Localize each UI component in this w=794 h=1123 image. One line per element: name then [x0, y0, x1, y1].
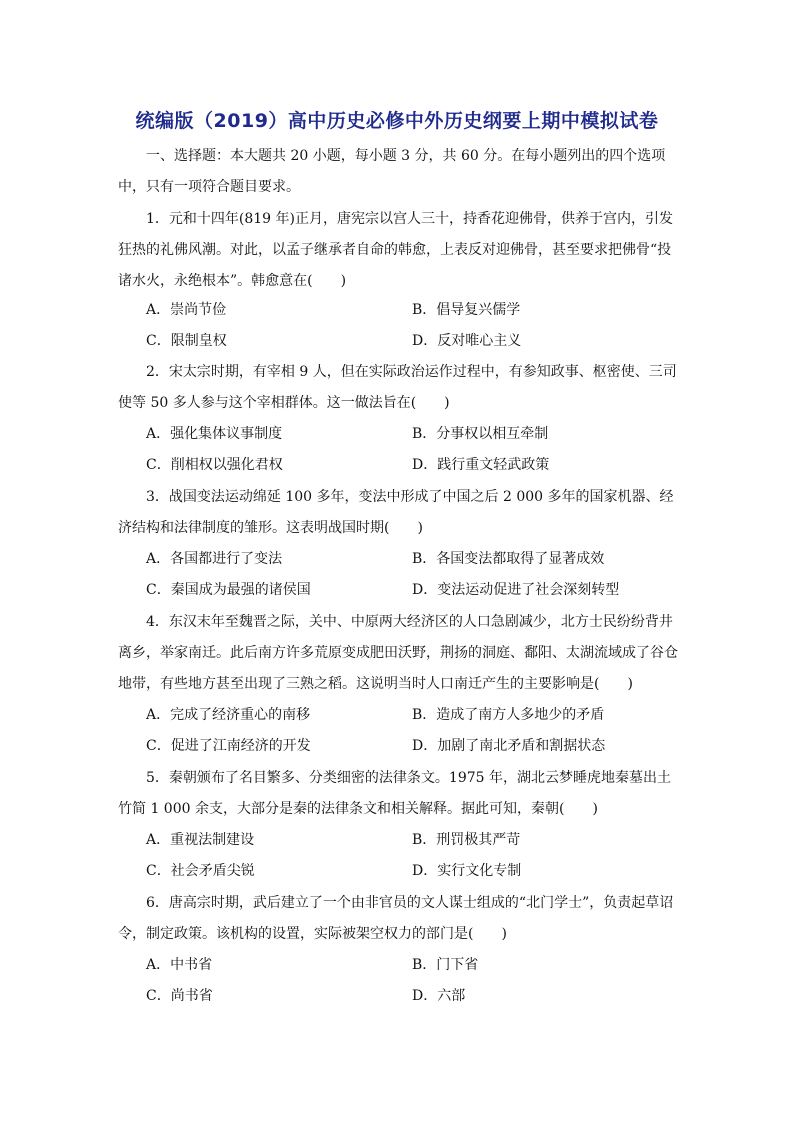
question-2-option-c: C．削相权以强化君权: [146, 457, 283, 473]
section-intro: 一、选择题：本大题共 20 小题，每小题 3 分，共 60 分。在每小题列出的四个选项中，只有一项符合题目要求。: [118, 148, 666, 195]
question-5-option-a: A．重视法制建设: [146, 832, 255, 848]
question-2-stem: 2．宋太宗时期，有宰相 9 人，但在实际政治运作过程中，有参知政事、枢密使、三司使等 50 多人参与这个宰相群体。这一做法旨在( ): [118, 364, 677, 411]
question-2-option-b: B．分事权以相互牵制: [412, 426, 549, 442]
question-6-option-c: C．尚书省: [146, 988, 213, 1004]
question-1-option-d: D．反对唯心主义: [412, 333, 522, 349]
question-3-option-c: C．秦国成为最强的诸侯国: [146, 582, 311, 598]
question-3-option-d: D．变法运动促进了社会深刻转型: [412, 582, 620, 598]
question-1-option-b: B．倡导复兴儒学: [412, 302, 521, 318]
question-1-stem: 1．元和十四年(819 年)正月，唐宪宗以宫人三十，持香花迎佛骨，供养于宫内，引发狂热的礼佛风潮。对此，以孟子继承者自命的韩愈，上表反对迎佛骨，甚至要求把佛骨“投诸水火，永绝根本”。韩愈意在( ): [118, 211, 674, 289]
question-4-option-b: B．造成了南方人多地少的矛盾: [412, 707, 605, 723]
question-6-option-a: A．中书省: [146, 957, 213, 973]
question-4-option-c: C．促进了江南经济的开发: [146, 738, 311, 754]
question-6-stem: 6．唐高宗时期，武后建立了一个由非官员的文人谋士组成的“北门学士”，负责起草诏令，制定政策。该机构的设置，实际被架空权力的部门是( ): [118, 895, 674, 942]
question-5-option-b: B．刑罚极其严苛: [412, 832, 521, 848]
question-5-stem: 5．秦朝颁布了名目繁多、分类细密的法律条文。1975 年，湖北云梦睡虎地秦墓出土竹简 1 000 余支，大部分是秦的法律条文和相关解释。据此可知，秦朝( ): [118, 770, 671, 817]
question-2-option-a: A．强化集体议事制度: [146, 426, 283, 442]
question-1-option-a: A．崇尚节俭: [146, 302, 227, 318]
question-1-option-c: C．限制皇权: [146, 333, 227, 349]
question-6-option-d: D．六部: [412, 988, 466, 1004]
question-5-option-d: D．实行文化专制: [412, 863, 522, 879]
question-4-option-d: D．加剧了南北矛盾和割据状态: [412, 738, 606, 754]
question-3-option-b: B．各国变法都取得了显著成效: [412, 551, 605, 567]
question-5-option-c: C．社会矛盾尖锐: [146, 863, 255, 879]
question-2-option-d: D．践行重文轻武政策: [412, 457, 550, 473]
question-6-option-b: B．门下省: [412, 957, 479, 973]
page-title: 统编版（2019）高中历史必修中外历史纲要上期中模拟试卷: [135, 110, 659, 132]
question-4-option-a: A．完成了经济重心的南移: [146, 707, 311, 723]
question-4-stem: 4．东汉末年至魏晋之际，关中、中原两大经济区的人口急剧减少，北方士民纷纷背井离乡，举家南迁。此后南方许多荒原变成肥田沃野，荆扬的洞庭、鄱阳、太湖流域成了谷仓地带，有些地方甚至出现了三熟之稻。这说明当时人口南迁产生的主要影响是( ): [118, 614, 678, 692]
question-3-stem: 3．战国变法运动绵延 100 多年，变法中形成了中国之后 2 000 多年的国家机器、经济结构和法律制度的雏形。这表明战国时期( ): [118, 489, 674, 536]
question-3-option-a: A．各国都进行了变法: [146, 551, 283, 567]
